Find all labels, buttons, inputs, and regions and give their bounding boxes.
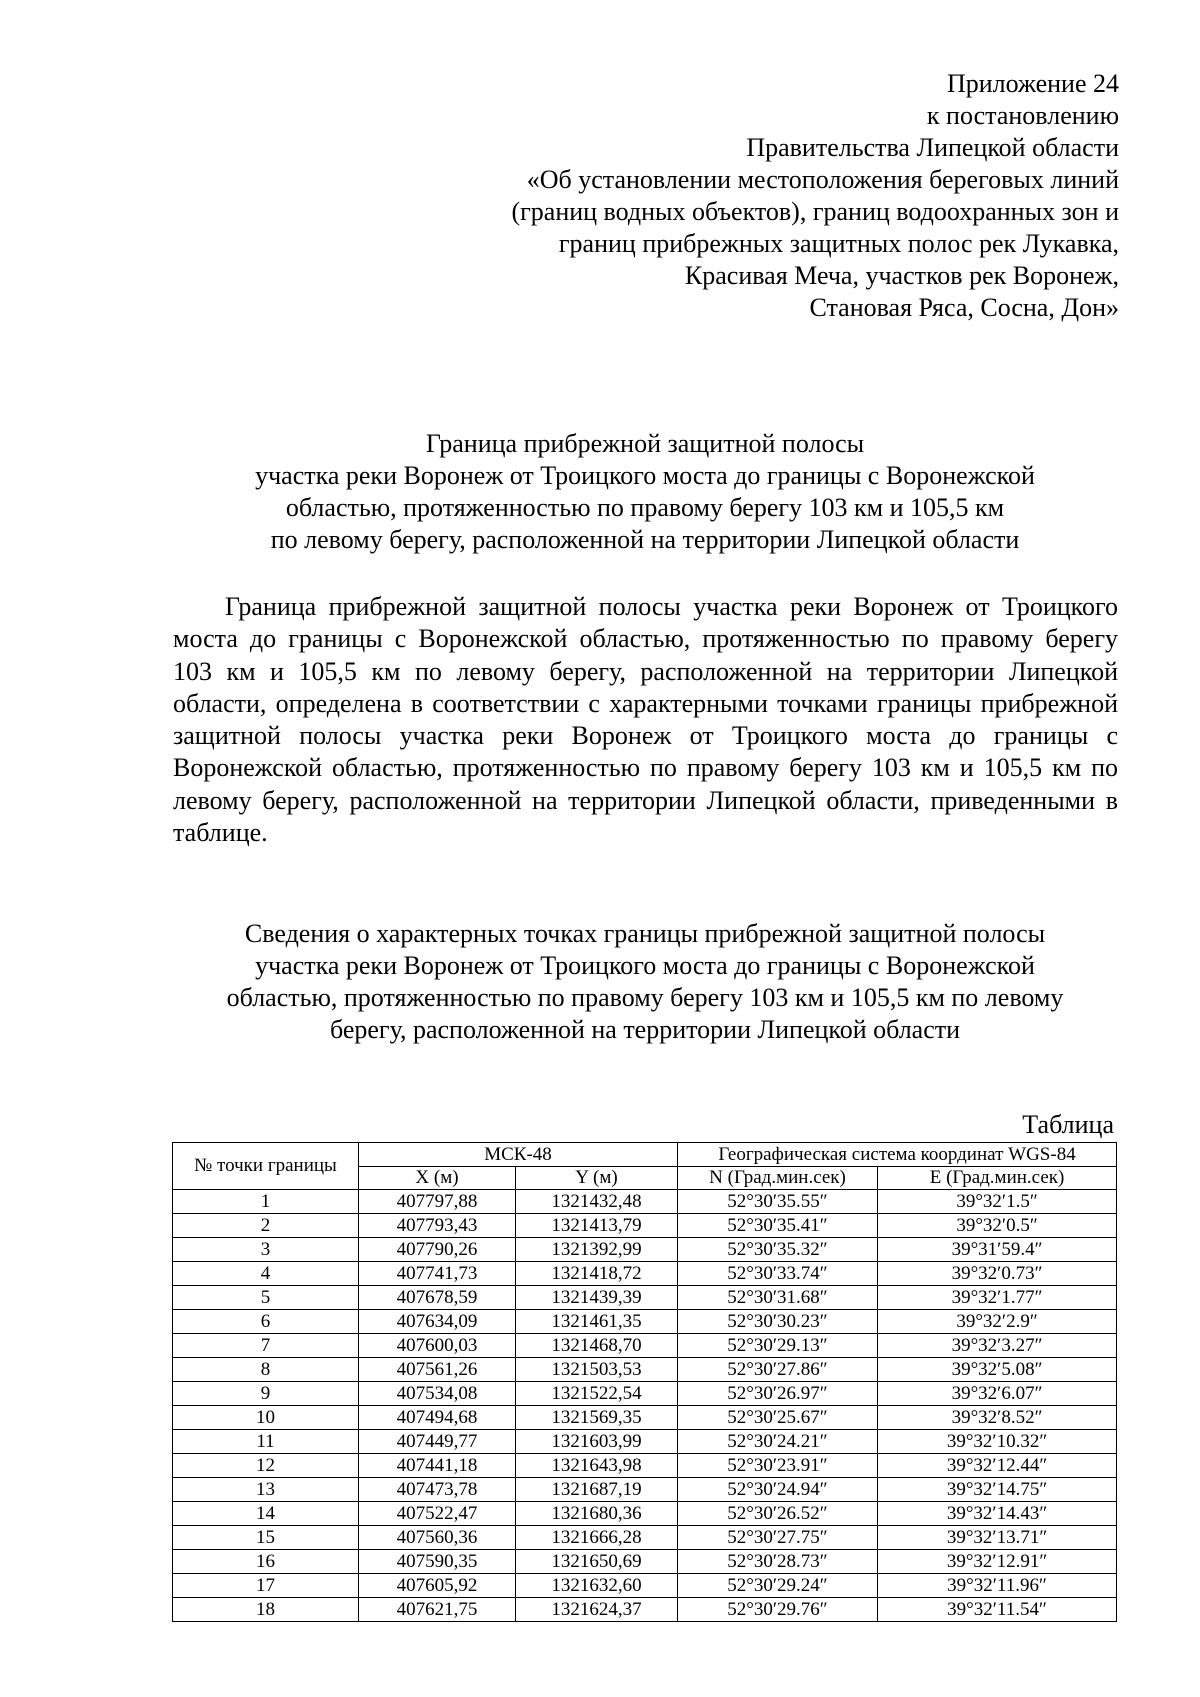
coordinates-table [172, 1142, 1117, 1622]
cell-point: 7 [173, 1334, 359, 1358]
cell-point: 10 [173, 1406, 359, 1430]
cell-point: 18 [173, 1598, 359, 1622]
cell-y: 1321439,39 [516, 1286, 678, 1310]
cell-point: 5 [173, 1286, 359, 1310]
title-line: Граница прибрежной защитной полосы [425, 429, 865, 458]
table-row [173, 1502, 1117, 1526]
cell-point: 2 [173, 1214, 359, 1238]
table-title-line: Сведения о характерных точках границы прибрежной защитной полосы [244, 919, 1046, 948]
cell-point: 4 [173, 1262, 359, 1286]
cell-x: 407441,18 [359, 1454, 516, 1478]
cell-n: 52°30′29.13″ [678, 1334, 878, 1358]
table-row [173, 1310, 1117, 1334]
cell-n: 52°30′24.94″ [678, 1478, 878, 1502]
cell-e: 39°32′11.54″ [878, 1598, 1117, 1622]
cell-point: 12 [173, 1454, 359, 1478]
table-title-line: участка реки Воронеж от Троицкого моста до границы с Воронежской [255, 951, 1035, 980]
cell-n: 52°30′24.21″ [678, 1430, 878, 1454]
cell-point: 16 [173, 1550, 359, 1574]
cell-point: 14 [173, 1502, 359, 1526]
cell-y: 1321650,69 [516, 1550, 678, 1574]
cell-e: 39°32′11.96″ [878, 1574, 1117, 1598]
cell-n: 52°30′30.23″ [678, 1310, 878, 1334]
cell-e: 39°32′2.9″ [878, 1310, 1117, 1334]
appendix-line: «Об установлении местоположения береговых линий [526, 165, 1119, 194]
cell-y: 1321432,48 [516, 1190, 678, 1214]
cell-x: 407790,26 [359, 1238, 516, 1262]
cell-x: 407560,36 [359, 1526, 516, 1550]
header-msk: МСК-48 [359, 1143, 678, 1167]
appendix-line: Правительства Липецкой области [746, 133, 1119, 162]
cell-n: 52°30′28.73″ [678, 1550, 878, 1574]
cell-n: 52°30′27.86″ [678, 1358, 878, 1382]
appendix-line: (границ водных объектов), границ водоохранных зон и [511, 197, 1119, 226]
cell-y: 1321569,35 [516, 1406, 678, 1430]
cell-e: 39°32′1.77″ [878, 1286, 1117, 1310]
table-row [173, 1598, 1117, 1622]
table-row [173, 1430, 1117, 1454]
cell-x: 407590,35 [359, 1550, 516, 1574]
cell-e: 39°32′3.27″ [878, 1334, 1117, 1358]
cell-n: 52°30′29.76″ [678, 1598, 878, 1622]
table-row [173, 1550, 1117, 1574]
table-caption: Таблица [1022, 1110, 1114, 1139]
cell-point: 1 [173, 1190, 359, 1214]
appendix-line: к постановлению [926, 101, 1119, 130]
cell-point: 13 [173, 1478, 359, 1502]
cell-point: 8 [173, 1358, 359, 1382]
cell-x: 407473,78 [359, 1478, 516, 1502]
table-title [172, 918, 1118, 1046]
cell-n: 52°30′27.75″ [678, 1526, 878, 1550]
table-title-line: берегу, расположенной на территории Липецкой области [329, 1015, 961, 1044]
cell-x: 407600,03 [359, 1334, 516, 1358]
table-row [173, 1454, 1117, 1478]
cell-e: 39°32′10.32″ [878, 1430, 1117, 1454]
cell-y: 1321468,70 [516, 1334, 678, 1358]
cell-point: 9 [173, 1382, 359, 1406]
cell-x: 407522,47 [359, 1502, 516, 1526]
cell-y: 1321666,28 [516, 1526, 678, 1550]
cell-n: 52°30′35.32″ [678, 1238, 878, 1262]
cell-e: 39°32′12.91″ [878, 1550, 1117, 1574]
cell-n: 52°30′35.55″ [678, 1190, 878, 1214]
cell-x: 407793,43 [359, 1214, 516, 1238]
table-row [173, 1382, 1117, 1406]
cell-n: 52°30′29.24″ [678, 1574, 878, 1598]
table-row [173, 1214, 1117, 1238]
document-title [172, 428, 1118, 556]
cell-x: 407449,77 [359, 1430, 516, 1454]
cell-e: 39°32′14.43″ [878, 1502, 1117, 1526]
table-row [173, 1262, 1117, 1286]
cell-y: 1321392,99 [516, 1238, 678, 1262]
cell-point: 11 [173, 1430, 359, 1454]
appendix-line: границ прибрежных защитных полос рек Лукавка, [558, 229, 1119, 258]
table-row [173, 1478, 1117, 1502]
cell-n: 52°30′25.67″ [678, 1406, 878, 1430]
cell-x: 407561,26 [359, 1358, 516, 1382]
cell-point: 6 [173, 1310, 359, 1334]
cell-x: 407494,68 [359, 1406, 516, 1430]
cell-x: 407797,88 [359, 1190, 516, 1214]
cell-e: 39°32′6.07″ [878, 1382, 1117, 1406]
cell-x: 407678,59 [359, 1286, 516, 1310]
header-wgs: Географическая система координат WGS-84 [678, 1143, 1117, 1167]
cell-y: 1321603,99 [516, 1430, 678, 1454]
cell-y: 1321643,98 [516, 1454, 678, 1478]
cell-e: 39°32′5.08″ [878, 1358, 1117, 1382]
table-row [173, 1358, 1117, 1382]
table-row [173, 1286, 1117, 1310]
cell-n: 52°30′23.91″ [678, 1454, 878, 1478]
cell-x: 407621,75 [359, 1598, 516, 1622]
cell-x: 407605,92 [359, 1574, 516, 1598]
table-row [173, 1190, 1117, 1214]
cell-e: 39°32′12.44″ [878, 1454, 1117, 1478]
appendix-header [419, 68, 1119, 324]
cell-e: 39°32′1.5″ [878, 1190, 1117, 1214]
cell-n: 52°30′35.41″ [678, 1214, 878, 1238]
cell-e: 39°32′0.5″ [878, 1214, 1117, 1238]
cell-y: 1321413,79 [516, 1214, 678, 1238]
cell-n: 52°30′31.68″ [678, 1286, 878, 1310]
cell-x: 407741,73 [359, 1262, 516, 1286]
cell-e: 39°32′8.52″ [878, 1406, 1117, 1430]
cell-point: 3 [173, 1238, 359, 1262]
cell-e: 39°32′14.75″ [878, 1478, 1117, 1502]
cell-y: 1321418,72 [516, 1262, 678, 1286]
cell-e: 39°32′13.71″ [878, 1526, 1117, 1550]
cell-x: 407534,08 [359, 1382, 516, 1406]
cell-y: 1321687,19 [516, 1478, 678, 1502]
header-x: X (м) [359, 1167, 516, 1190]
table-row [173, 1526, 1117, 1550]
header-point: № точки границы [173, 1143, 359, 1190]
header-e: E (Град.мин.сек) [878, 1167, 1117, 1190]
table-row [173, 1238, 1117, 1262]
table-title-line: областью, протяженностью по правому берегу 103 км и 105,5 км по левому [226, 983, 1064, 1012]
table-row [173, 1334, 1117, 1358]
cell-e: 39°32′0.73″ [878, 1262, 1117, 1286]
cell-n: 52°30′33.74″ [678, 1262, 878, 1286]
cell-y: 1321632,60 [516, 1574, 678, 1598]
header-y: Y (м) [516, 1167, 678, 1190]
cell-y: 1321503,53 [516, 1358, 678, 1382]
table-body [173, 1190, 1117, 1622]
appendix-line: Приложение 24 [946, 69, 1119, 98]
table-row [173, 1574, 1117, 1598]
title-line: по левому берегу, расположенной на территории Липецкой области [270, 525, 1020, 554]
cell-e: 39°31′59.4″ [878, 1238, 1117, 1262]
cell-n: 52°30′26.52″ [678, 1502, 878, 1526]
appendix-line: Становая Ряса, Сосна, Дон» [809, 293, 1119, 322]
header-n: N (Град.мин.сек) [678, 1167, 878, 1190]
appendix-line: Красивая Меча, участков рек Воронеж, [684, 261, 1119, 290]
cell-x: 407634,09 [359, 1310, 516, 1334]
body-paragraph: Граница прибрежной защитной полосы участка реки Воронеж от Троицкого моста до границы с Воронежской областью, протяженностью по правому берегу 103 км и 105,5 км по левому берегу, расположенной на территории Липецкой области, определена в соответствии с характерными точками границы прибрежной защитной полосы участка реки Воронеж от Троицкого моста до границы с Воронежской областью, протяженностью по правому берегу 103 км и 105,5 км по левому берегу, расположенной на территории Липецкой области, приведенными в таблице. [173, 592, 1118, 848]
cell-y: 1321461,35 [516, 1310, 678, 1334]
cell-y: 1321522,54 [516, 1382, 678, 1406]
cell-point: 17 [173, 1574, 359, 1598]
cell-n: 52°30′26.97″ [678, 1382, 878, 1406]
cell-y: 1321624,37 [516, 1598, 678, 1622]
table-row [173, 1406, 1117, 1430]
cell-point: 15 [173, 1526, 359, 1550]
title-line: участка реки Воронеж от Троицкого моста до границы с Воронежской [255, 461, 1035, 490]
title-line: областью, протяженностью по правому берегу 103 км и 105,5 км [285, 493, 1005, 522]
cell-y: 1321680,36 [516, 1502, 678, 1526]
